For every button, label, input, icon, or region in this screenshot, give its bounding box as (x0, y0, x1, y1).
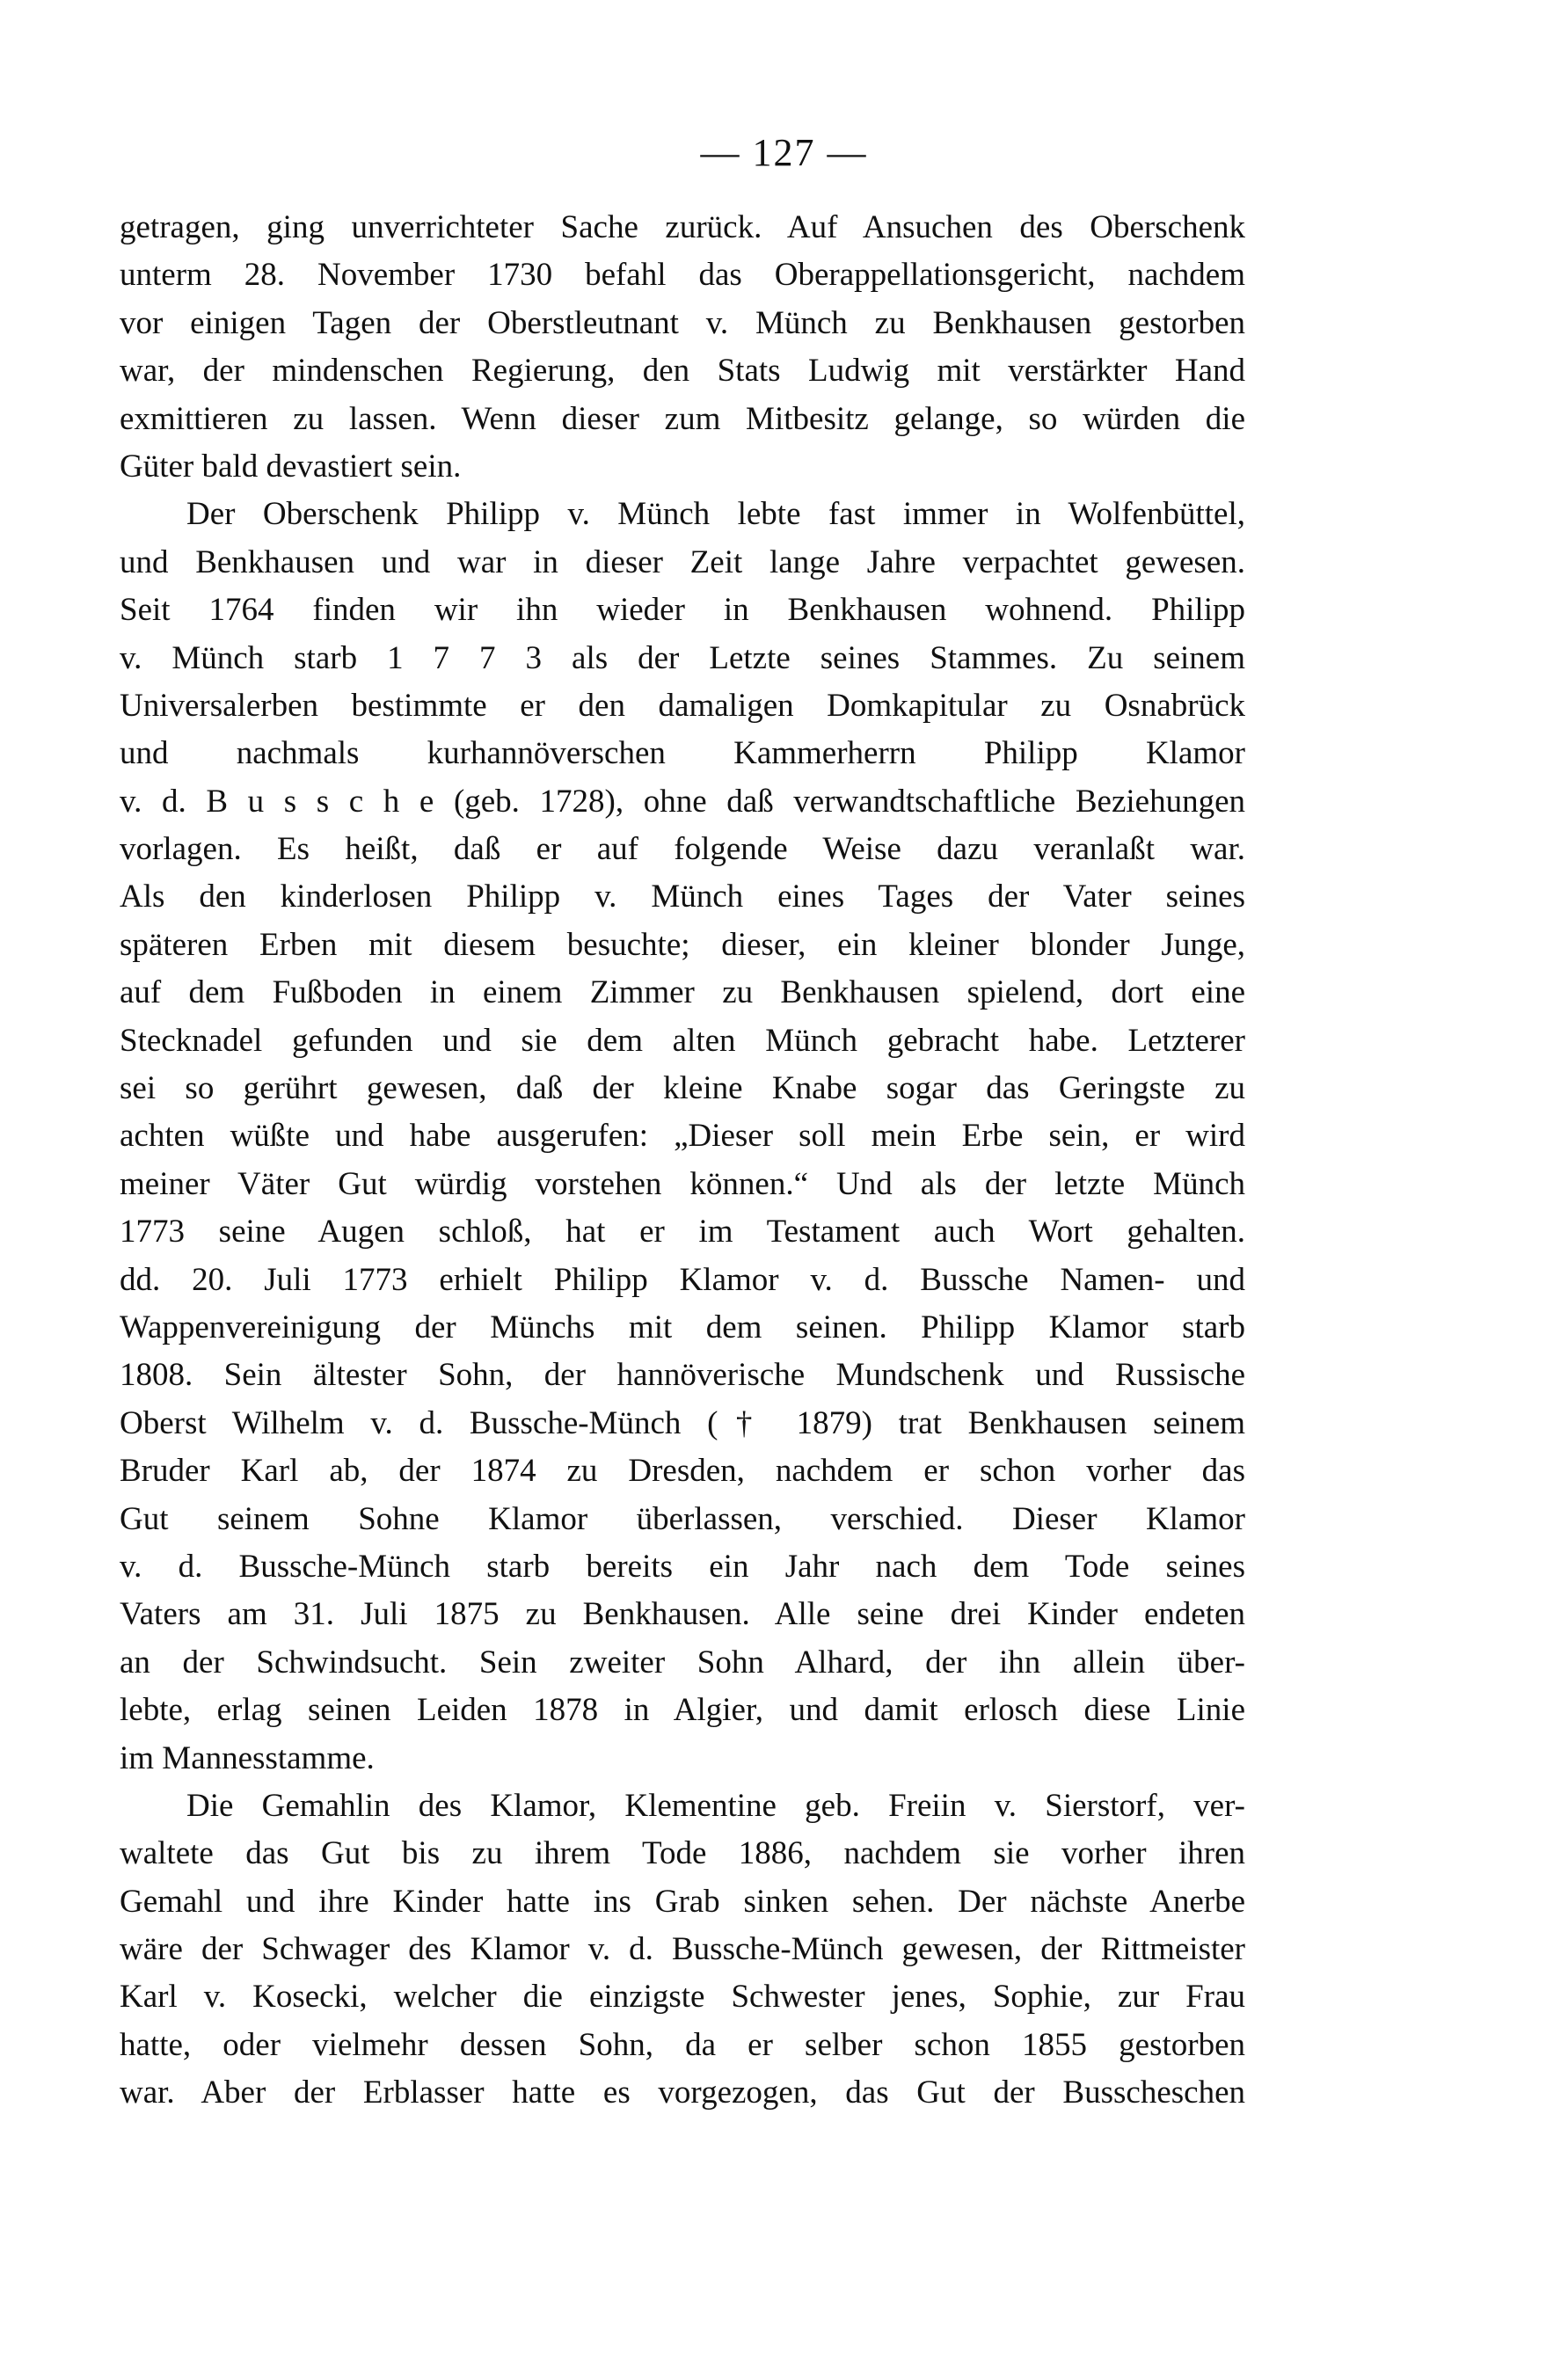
text-line: Stecknadel gefunden und sie dem alten Münch gebracht habe. Letzterer (120, 1022, 1245, 1059)
text-line: sei so gerührt gewesen, daß der kleine Knabe sogar das Geringste zu (120, 1070, 1245, 1107)
text-line: v. Münch starb 1 7 7 3 als der Letzte seines Stammes. Zu seinem (120, 639, 1245, 676)
text-line: Oberst Wilhelm v. d. Bussche-Münch († 1879) trat Benkhausen seinem (120, 1404, 1245, 1441)
text-line: unterm 28. November 1730 befahl das Oberappellationsgericht, nachdem (120, 257, 1245, 294)
text-line: meiner Väter Gut würdig vorstehen können.“ Und als der letzte Münch (120, 1165, 1245, 1202)
text-line: war, der mindenschen Regierung, den Stats Ludwig mit verstärkter Hand (120, 353, 1245, 390)
text-line: auf dem Fußboden in einem Zimmer zu Benkhausen spielend, dort eine (120, 974, 1245, 1011)
paragraph (120, 204, 1245, 491)
text-line: Als den kinderlosen Philipp v. Münch eines Tages der Vater seines (120, 879, 1245, 915)
text-line: Gut seinem Sohne Klamor überlassen, verschied. Dieser Klamor (120, 1500, 1245, 1537)
text-line: exmittieren zu lassen. Wenn dieser zum Mitbesitz gelange, so würden die (120, 400, 1245, 437)
text-line: Wappenvereinigung der Münchs mit dem seinen. Philipp Klamor starb (120, 1309, 1245, 1345)
page-number: — 127 — (700, 131, 868, 174)
text-line: Gemahl und ihre Kinder hatte ins Grab sinken sehen. Der nächste Anerbe (120, 1883, 1245, 1920)
text-line: lebte, erlag seinen Leiden 1878 in Algier, und damit erlosch diese Linie (120, 1692, 1245, 1729)
text-line: v. d. Bussche-Münch starb bereits ein Jahr nach dem Tode seines (120, 1548, 1245, 1585)
text-line: 1773 seine Augen schloß, hat er im Testament auch Wort gehalten. (120, 1214, 1245, 1250)
text-line: Der Oberschenk Philipp v. Münch lebte fast immer in Wolfenbüttel, (186, 496, 1245, 533)
text-line: v. d. B u s s c h e (geb. 1728), ohne daß verwandtschaftliche Beziehungen (120, 783, 1245, 820)
text-line: an der Schwindsucht. Sein zweiter Sohn Alhard, der ihn allein über- (120, 1644, 1245, 1681)
text-line: vorlagen. Es heißt, daß er auf folgende Weise dazu veranlaßt war. (120, 831, 1245, 868)
text-line: Bruder Karl ab, der 1874 zu Dresden, nachdem er schon vorher das (120, 1453, 1245, 1490)
text-line: Seit 1764 finden wir ihn wieder in Benkhausen wohnend. Philipp (120, 592, 1245, 629)
body-text (120, 204, 1245, 2118)
text-line: späteren Erben mit diesem besuchte; dieser, ein kleiner blonder Junge, (120, 926, 1245, 963)
text-line: 1808. Sein ältester Sohn, der hannöverische Mundschenk und Russische (120, 1357, 1245, 1394)
text-line: wäre der Schwager des Klamor v. d. Bussche-Münch gewesen, der Rittmeister (120, 1931, 1245, 1968)
text-line: Karl v. Kosecki, welcher die einzigste Schwester jenes, Sophie, zur Frau (120, 1979, 1245, 2016)
text-line: und nachmals kurhannöverschen Kammerherrn Philipp Klamor (120, 735, 1245, 772)
text-line: hatte, oder vielmehr dessen Sohn, da er selber schon 1855 gestorben (120, 2026, 1245, 2063)
text-line: dd. 20. Juli 1773 erhielt Philipp Klamor v. d. Bussche Namen- und (120, 1261, 1245, 1298)
text-line: getragen, ging unverrichteter Sache zurück. Auf Ansuchen des Oberschenk (120, 209, 1245, 245)
text-line: im Mannesstamme. (120, 1739, 375, 1776)
text-line: Vaters am 31. Juli 1875 zu Benkhausen. Alle seine drei Kinder endeten (120, 1596, 1245, 1633)
text-line: vor einigen Tagen der Oberstleutnant v. Münch zu Benkhausen gestorben (120, 304, 1245, 341)
paragraph (120, 491, 1245, 1783)
text-line: Die Gemahlin des Klamor, Klementine geb. Freiin v. Sierstorf, ver- (186, 1787, 1245, 1824)
text-line: waltete das Gut bis zu ihrem Tode 1886, nachdem sie vorher ihren (120, 1835, 1245, 1872)
text-line: Universalerben bestimmte er den damaligen Domkapitular zu Osnabrück (120, 687, 1245, 724)
text-line: Güter bald devastiert sein. (120, 448, 462, 485)
text-line: und Benkhausen und war in dieser Zeit lange Jahre verpachtet gewesen. (120, 543, 1245, 580)
text-line: achten wüßte und habe ausgerufen: „Dieser soll mein Erbe sein, er wird (120, 1118, 1245, 1155)
text-line: war. Aber der Erblasser hatte es vorgezogen, das Gut der Busscheschen (120, 2074, 1245, 2111)
paragraph (120, 1783, 1245, 2118)
